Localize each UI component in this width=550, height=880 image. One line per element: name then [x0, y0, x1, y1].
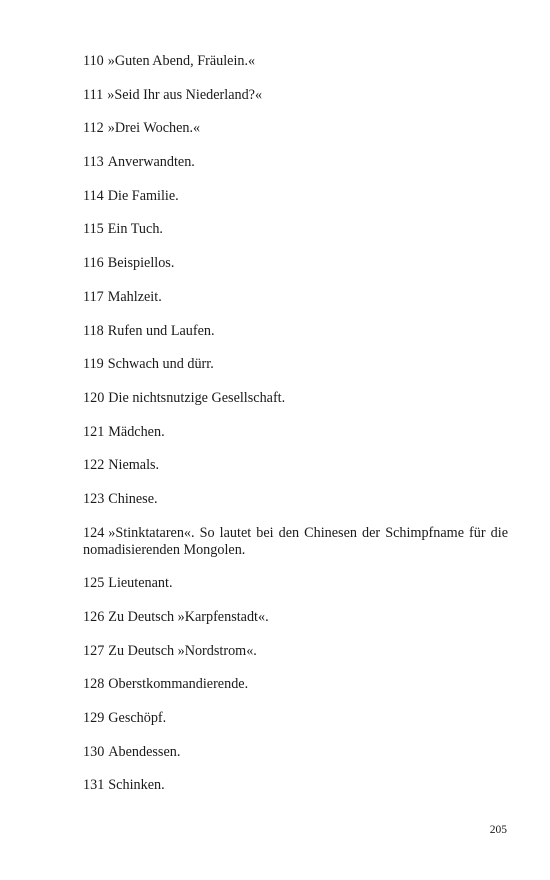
- endnote-number: 116: [83, 255, 104, 272]
- endnote-text: »Seid Ihr aus Niederland?«: [107, 86, 263, 103]
- endnote-number: 129: [83, 710, 105, 727]
- endnote-number: 118: [83, 322, 104, 339]
- endnote-number: 122: [83, 457, 105, 474]
- endnote-116: [83, 255, 508, 272]
- endnote-117: [83, 289, 508, 306]
- endnote-number: 113: [83, 154, 104, 171]
- endnote-text: Schinken.: [108, 777, 165, 794]
- endnote-text: Die nichtsnutzige Gesellschaft.: [108, 389, 286, 406]
- endnote-129: [83, 710, 508, 727]
- endnote-number: 110: [83, 53, 104, 69]
- endnote-number: 120: [83, 389, 105, 406]
- endnote-110: [83, 53, 508, 70]
- endnote-number: 127: [83, 642, 105, 659]
- endnote-120: [83, 390, 508, 407]
- endnote-text: Schwach und dürr.: [107, 356, 214, 373]
- endnote-number: 123: [83, 490, 105, 507]
- endnote-number: 131: [83, 777, 105, 794]
- endnote-text: »Guten Abend, Fräulein.«: [107, 53, 256, 69]
- endnote-number: 125: [83, 575, 105, 592]
- endnote-number: 126: [83, 609, 105, 625]
- endnote-text: Mahlzeit.: [107, 288, 162, 305]
- endnote-text: »Drei Wochen.«: [107, 120, 201, 137]
- endnote-128: [83, 676, 508, 693]
- endnote-text: Anverwandten.: [107, 154, 195, 171]
- endnote-number: 117: [83, 288, 104, 305]
- endnote-126: [83, 609, 508, 626]
- endnote-number: 114: [83, 187, 104, 204]
- endnote-text: Rufen und Laufen.: [107, 322, 215, 339]
- endnote-115: [83, 221, 508, 238]
- endnote-number: 115: [83, 221, 104, 238]
- endnote-113: [83, 154, 508, 171]
- endnote-123: [83, 491, 508, 508]
- endnote-125: [83, 575, 508, 592]
- endnote-text: Abendessen.: [108, 743, 181, 760]
- endnote-121: [83, 424, 508, 441]
- endnote-number: 112: [83, 120, 104, 137]
- endnote-number: 128: [83, 676, 105, 693]
- endnote-111: [83, 87, 508, 104]
- endnote-112: [83, 120, 508, 137]
- endnote-text: Chinese.: [108, 490, 158, 507]
- endnote-122: [83, 457, 508, 474]
- endnote-number: 124: [83, 524, 105, 541]
- endnote-114: [83, 188, 508, 205]
- endnote-131: [83, 777, 508, 794]
- endnote-text: Niemals.: [108, 457, 160, 474]
- endnote-text: Beispiellos.: [107, 255, 175, 272]
- endnote-number: 121: [83, 423, 105, 440]
- endnote-text: Ein Tuch.: [107, 221, 163, 238]
- endnote-number: 111: [83, 86, 104, 103]
- endnote-number: 130: [83, 743, 105, 760]
- endnote-text: Zu Deutsch »Nordstrom«.: [108, 642, 257, 659]
- endnote-124: [83, 525, 508, 559]
- endnote-119: [83, 356, 508, 373]
- endnotes-list: [83, 53, 508, 811]
- endnote-text: Zu Deutsch »Karpfenstadt«.: [108, 609, 269, 625]
- endnote-text: »Stinktataren«. So lautet bei den Chinesen der Schimpfname für die nomadisierenden Mongolen.: [83, 524, 508, 558]
- endnote-text: Geschöpf.: [108, 710, 167, 727]
- endnote-text: Die Familie.: [107, 187, 179, 204]
- endnote-text: Mädchen.: [108, 423, 165, 440]
- endnote-text: Oberstkommandierende.: [108, 676, 249, 693]
- endnote-118: [83, 323, 508, 340]
- page-number: 205: [489, 824, 507, 836]
- endnote-130: [83, 744, 508, 761]
- endnote-127: [83, 643, 508, 660]
- endnote-number: 119: [83, 356, 104, 373]
- endnote-text: Lieutenant.: [108, 575, 173, 592]
